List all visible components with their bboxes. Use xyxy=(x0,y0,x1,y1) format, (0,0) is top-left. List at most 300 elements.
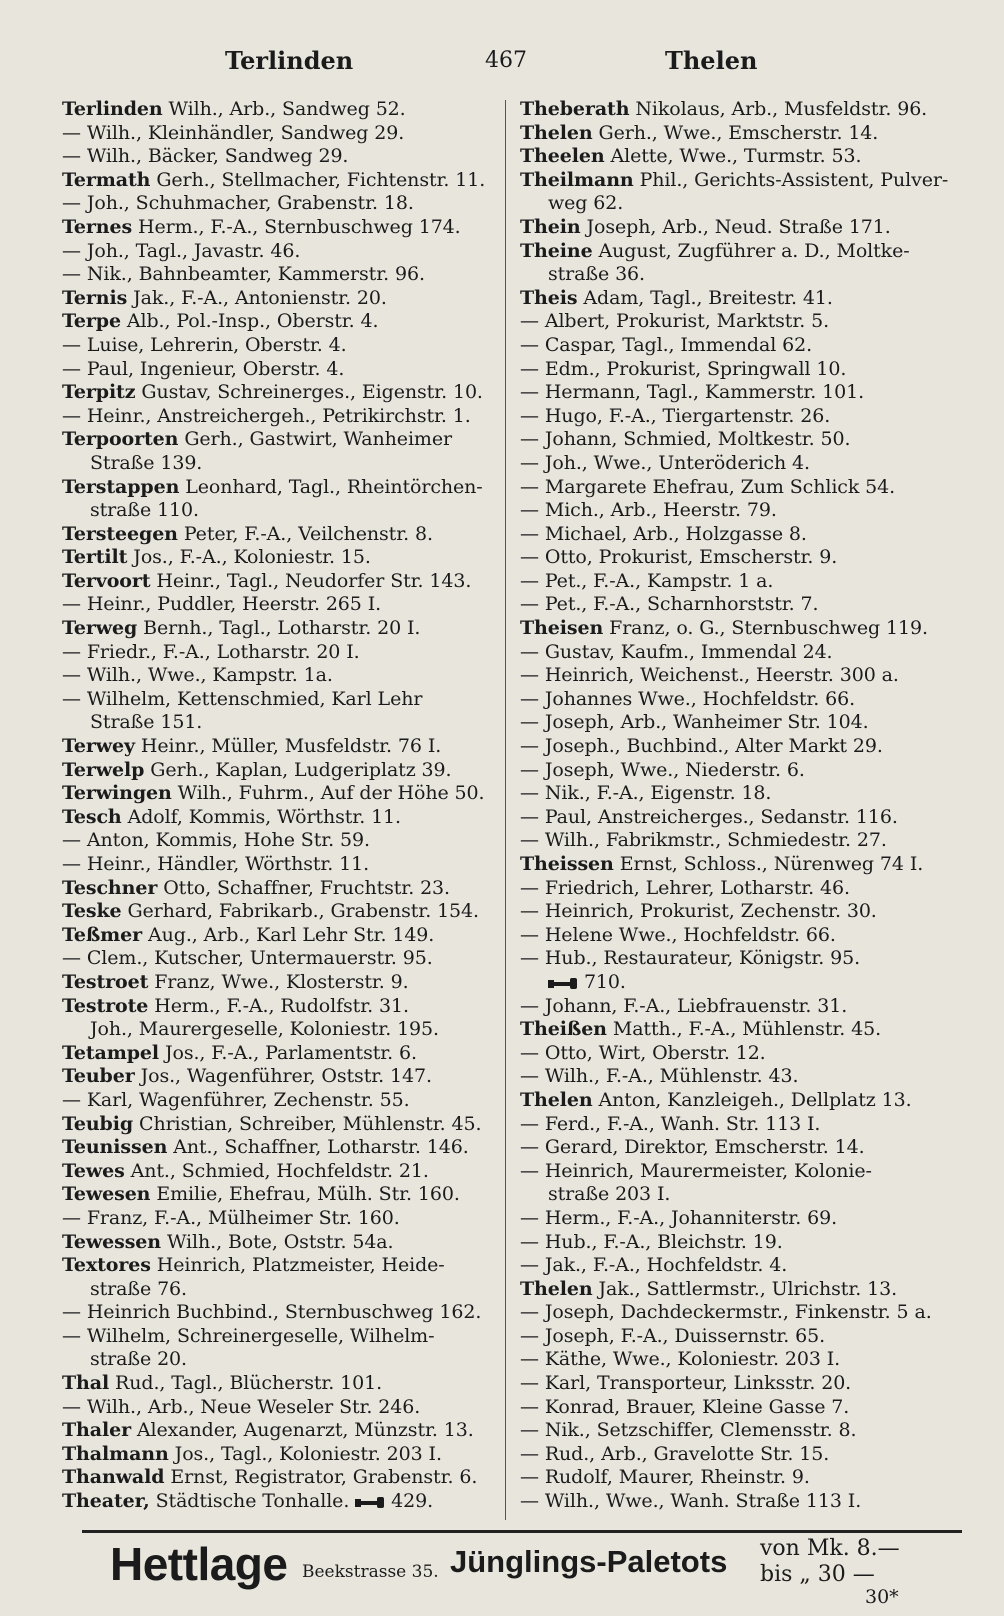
directory-entry xyxy=(520,216,952,240)
entry-details: — Johannes Wwe., Hochfeldstr. 66. xyxy=(520,687,856,710)
entry-details: — Wilh., F.-A., Mühlenstr. 43. xyxy=(520,1065,799,1088)
entry-details: — Gerard, Direktor, Emscherstr. 14. xyxy=(520,1136,865,1159)
entry-details: — Heinrich, Weichenst., Heerstr. 300 a. xyxy=(520,664,899,687)
directory-entry xyxy=(520,1018,952,1042)
directory-entry xyxy=(520,782,952,806)
directory-entry xyxy=(520,641,952,665)
entry-surname: Tewes xyxy=(62,1159,125,1182)
directory-entry xyxy=(520,405,952,429)
directory-entry xyxy=(520,287,952,311)
directory-entry xyxy=(62,711,494,735)
directory-entry xyxy=(520,806,952,830)
entry-details: — Wilh., Wwe., Kampstr. 1a. xyxy=(62,664,333,687)
ad-brand: Hettlage xyxy=(110,1538,288,1590)
entry-surname: Terweg xyxy=(62,617,138,640)
entry-details: — Nik., Bahnbeamter, Kammerstr. 96. xyxy=(62,263,425,286)
entry-surname: Thaler xyxy=(62,1419,131,1442)
directory-entry xyxy=(62,1278,494,1302)
entry-details: Alette, Wwe., Turmstr. 53. xyxy=(604,145,862,168)
directory-entry xyxy=(520,240,952,264)
ad-price-from: von Mk. 8.— xyxy=(760,1536,900,1561)
directory-entry xyxy=(62,829,494,853)
directory-entry xyxy=(520,759,952,783)
directory-entry xyxy=(520,1278,952,1302)
entry-surname: Teubig xyxy=(62,1112,134,1135)
directory-entry xyxy=(520,1419,952,1443)
entry-surname: Terpitz xyxy=(62,381,136,404)
entry-surname: Teuber xyxy=(62,1065,135,1088)
entry-details: Wilh., Arb., Sandweg 52. xyxy=(162,98,406,120)
directory-entry xyxy=(62,853,494,877)
entry-details: straße 110. xyxy=(90,499,199,522)
entry-surname: Thelen xyxy=(520,1277,593,1300)
entry-details: Städtische Tonhalle. xyxy=(149,1490,350,1513)
directory-entry xyxy=(520,924,952,948)
entry-details: — Hugo, F.-A., Tiergartenstr. 26. xyxy=(520,404,831,427)
entry-details: — Rud., Arb., Gravelotte Str. 15. xyxy=(520,1442,830,1465)
directory-entry xyxy=(520,381,952,405)
directory-entry xyxy=(62,1160,494,1184)
entry-surname: Teßmer xyxy=(62,923,143,946)
directory-entry xyxy=(62,1443,494,1467)
directory-entry xyxy=(62,735,494,759)
entry-surname: Termath xyxy=(62,168,151,191)
entry-details: Jak., Sattlermstr., Ulrichstr. 13. xyxy=(592,1277,898,1300)
directory-entry xyxy=(520,192,952,216)
entry-details: Jos., F.-A., Koloniestr. 15. xyxy=(127,546,371,569)
entry-details: Alexander, Augenarzt, Münzstr. 13. xyxy=(130,1419,474,1442)
entry-details: — Otto, Wirt, Oberstr. 12. xyxy=(520,1041,766,1064)
directory-entry xyxy=(520,971,952,995)
directory-entry xyxy=(520,1443,952,1467)
directory-entry xyxy=(62,617,494,641)
entry-details: — Pet., F.-A., Scharnhorststr. 7. xyxy=(520,593,819,616)
entry-details: — Jak., F.-A., Hochfeldstr. 4. xyxy=(520,1254,788,1277)
directory-entry xyxy=(520,122,952,146)
entry-details: Heinrich, Platzmeister, Heide- xyxy=(150,1254,445,1277)
entry-details: — Wilh., Wwe., Wanh. Straße 113 I. xyxy=(520,1490,862,1513)
directory-entry xyxy=(62,1348,494,1372)
entry-details: Wilh., Fuhrm., Auf der Höhe 50. xyxy=(171,782,485,805)
entry-details: straße 36. xyxy=(548,263,645,286)
directory-entry xyxy=(62,1136,494,1160)
entry-details: Joseph, Arb., Neud. Straße 171. xyxy=(580,215,891,238)
directory-entry xyxy=(520,452,952,476)
directory-entry xyxy=(520,617,952,641)
entry-details: Jos., Tagl., Koloniestr. 203 I. xyxy=(168,1442,442,1465)
directory-entry xyxy=(520,1301,952,1325)
directory-entry xyxy=(62,995,494,1019)
directory-entry xyxy=(520,829,952,853)
entry-details: Gerhard, Fabrikarb., Grabenstr. 154. xyxy=(121,900,479,923)
entry-details: Wilh., Bote, Oststr. 54a. xyxy=(161,1230,394,1253)
entry-surname: Thanwald xyxy=(62,1466,165,1489)
entry-surname: Tesch xyxy=(62,805,122,828)
directory-entry xyxy=(520,1160,952,1184)
advertisement xyxy=(110,1536,960,1606)
running-head-left: Terlinden xyxy=(225,46,354,75)
telephone-icon xyxy=(548,976,578,990)
entry-details: — Hermann, Tagl., Kammerstr. 101. xyxy=(520,381,865,404)
entry-surname: Terstappen xyxy=(62,475,180,498)
column-divider xyxy=(505,100,506,1520)
directory-entry xyxy=(62,1466,494,1490)
directory-entry xyxy=(520,499,952,523)
entry-details: — Joseph, Arb., Wanheimer Str. 104. xyxy=(520,711,869,734)
entry-details: — Mich., Arb., Heerstr. 79. xyxy=(520,499,777,522)
entry-details: Gerh., Kaplan, Ludgeriplatz 39. xyxy=(144,758,452,781)
entry-surname: Textores xyxy=(62,1254,151,1277)
directory-entry xyxy=(62,1089,494,1113)
directory-entry xyxy=(520,570,952,594)
entry-details: — Joseph, F.-A., Duissernstr. 65. xyxy=(520,1324,826,1347)
entry-details: — Wilh., Fabrikmstr., Schmiedestr. 27. xyxy=(520,829,887,852)
entry-details: — Paul, Ingenieur, Oberstr. 4. xyxy=(62,357,345,380)
directory-entry xyxy=(62,1372,494,1396)
directory-entry xyxy=(62,877,494,901)
entry-details: — Karl, Transporteur, Linksstr. 20. xyxy=(520,1372,852,1395)
directory-entry xyxy=(62,263,494,287)
directory-entry xyxy=(62,192,494,216)
entry-surname: Teunissen xyxy=(62,1136,168,1159)
entry-details: Christian, Schreiber, Mühlenstr. 45. xyxy=(133,1112,482,1135)
entry-details: August, Zugführer a. D., Moltke- xyxy=(592,239,910,262)
entry-phone-number: 710. xyxy=(578,970,626,993)
directory-entry xyxy=(62,1254,494,1278)
entry-details: Franz, Wwe., Klosterstr. 9. xyxy=(148,970,409,993)
directory-entry xyxy=(520,1207,952,1231)
entry-details: — Joh., Tagl., Javastr. 46. xyxy=(62,239,301,262)
entry-details: Nikolaus, Arb., Musfeldstr. 96. xyxy=(629,98,928,120)
directory-entry xyxy=(62,1325,494,1349)
entry-details: Aug., Arb., Karl Lehr Str. 149. xyxy=(142,923,435,946)
entry-details: Peter, F.-A., Veilchenstr. 8. xyxy=(177,522,433,545)
entry-details: — Helene Wwe., Hochfeldstr. 66. xyxy=(520,923,836,946)
ad-product: Jünglings-Paletots xyxy=(450,1544,728,1579)
page-number: 467 xyxy=(485,48,527,73)
entry-details: Phil., Gerichts-Assistent, Pulver- xyxy=(633,168,949,191)
directory-entry xyxy=(520,900,952,924)
directory-entry xyxy=(520,1183,952,1207)
directory-entry xyxy=(520,263,952,287)
entry-details: — Joh., Schuhmacher, Grabenstr. 18. xyxy=(62,192,414,215)
directory-entry xyxy=(520,947,952,971)
entry-details: — Johann, F.-A., Liebfrauenstr. 31. xyxy=(520,994,848,1017)
directory-entry xyxy=(62,947,494,971)
entry-details: Anton, Kanzleigeh., Dellplatz 13. xyxy=(592,1088,912,1111)
entry-details: — Wilh., Kleinhändler, Sandweg 29. xyxy=(62,121,405,144)
entry-surname: Theis xyxy=(520,286,578,309)
entry-details: — Rudolf, Maurer, Rheinstr. 9. xyxy=(520,1466,810,1489)
running-head-right: Thelen xyxy=(665,46,758,75)
directory-entry xyxy=(520,711,952,735)
entry-details: Emilie, Ehefrau, Mülh. Str. 160. xyxy=(150,1183,460,1206)
directory-entry xyxy=(62,641,494,665)
directory-entry xyxy=(62,664,494,688)
directory-entry xyxy=(62,499,494,523)
directory-entry xyxy=(520,334,952,358)
directory-entry xyxy=(62,759,494,783)
entry-details: Joh., Maurergeselle, Koloniestr. 195. xyxy=(90,1018,439,1041)
directory-entry xyxy=(62,593,494,617)
directory-entry xyxy=(520,1396,952,1420)
entry-details: — Johann, Schmied, Moltkestr. 50. xyxy=(520,428,851,451)
entry-surname: Tertilt xyxy=(62,546,128,569)
entry-details: Jos., F.-A., Parlamentstr. 6. xyxy=(159,1041,417,1064)
directory-entry xyxy=(520,1466,952,1490)
entry-surname: Testroet xyxy=(62,970,149,993)
directory-entry xyxy=(520,877,952,901)
entry-details: — Heinr., Anstreichergeh., Petrikirchstr. 1. xyxy=(62,404,471,427)
directory-entry xyxy=(62,240,494,264)
entry-details: Gerh., Stellmacher, Fichtenstr. 11. xyxy=(150,168,486,191)
directory-entry xyxy=(62,405,494,429)
directory-entry xyxy=(62,1231,494,1255)
directory-entry xyxy=(62,1183,494,1207)
directory-entry xyxy=(62,1419,494,1443)
entry-details: straße 203 I. xyxy=(548,1183,671,1206)
entry-details: Rud., Tagl., Blücherstr. 101. xyxy=(109,1372,383,1395)
entry-details: Ernst, Schloss., Nürenweg 74 I. xyxy=(613,853,924,875)
directory-entry xyxy=(62,145,494,169)
directory-entry xyxy=(520,1254,952,1278)
entry-details: Franz, o. G., Sternbuschweg 119. xyxy=(603,617,928,640)
directory-entry xyxy=(520,1042,952,1066)
directory-entry xyxy=(62,924,494,948)
telephone-icon xyxy=(355,1495,385,1509)
entry-details: — Franz, F.-A., Mülheimer Str. 160. xyxy=(62,1206,400,1229)
directory-entry xyxy=(62,98,494,122)
directory-entry xyxy=(62,782,494,806)
entry-details: Adam, Tagl., Breitestr. 41. xyxy=(577,286,833,309)
directory-entry xyxy=(62,1065,494,1089)
entry-details: — Heinrich Buchbind., Sternbuschweg 162. xyxy=(62,1301,482,1324)
entry-surname: Tewesen xyxy=(62,1183,151,1206)
entry-surname: Testrote xyxy=(62,994,149,1017)
directory-entry xyxy=(520,853,952,877)
entry-surname: Ternes xyxy=(62,215,133,238)
entry-details: straße 20. xyxy=(90,1348,187,1371)
directory-entry xyxy=(62,1396,494,1420)
entry-surname: Thelen xyxy=(520,1088,593,1111)
entry-details: Otto, Schaffner, Fruchtstr. 23. xyxy=(157,876,450,899)
directory-entry xyxy=(62,452,494,476)
entry-details: — Caspar, Tagl., Immendal 62. xyxy=(520,333,813,356)
entry-details: straße 76. xyxy=(90,1277,187,1300)
footer-rule xyxy=(82,1530,962,1533)
directory-entry xyxy=(520,546,952,570)
directory-entry xyxy=(62,287,494,311)
entry-details: — Heinr., Puddler, Heerstr. 265 I. xyxy=(62,593,382,616)
entry-details: — Edm., Prokurist, Springwall 10. xyxy=(520,357,847,380)
entry-details: — Margarete Ehefrau, Zum Schlick 54. xyxy=(520,475,896,498)
entry-surname: Thelen xyxy=(520,121,593,144)
entry-details: — Wilh., Arb., Neue Weseler Str. 246. xyxy=(62,1395,421,1418)
entry-details: — Nik., F.-A., Eigenstr. 18. xyxy=(520,782,772,805)
entry-surname: Terpoorten xyxy=(62,428,179,451)
entry-surname: Theberath xyxy=(520,98,630,120)
directory-entry xyxy=(520,98,952,122)
directory-entry xyxy=(520,145,952,169)
entry-surname: Terwey xyxy=(62,735,135,758)
entry-details: — Anton, Kommis, Hohe Str. 59. xyxy=(62,829,370,852)
entry-details: — Joh., Wwe., Unteröderich 4. xyxy=(520,451,810,474)
entry-details: — Gustav, Kaufm., Immendal 24. xyxy=(520,640,833,663)
entry-phone-number: 429. xyxy=(385,1490,434,1513)
entry-details: — Nik., Setzschiffer, Clemensstr. 8. xyxy=(520,1419,857,1442)
entry-details: Adolf, Kommis, Wörthstr. 11. xyxy=(121,805,401,828)
directory-entry xyxy=(62,546,494,570)
entry-details: — Hub., Restaurateur, Königstr. 95. xyxy=(520,947,861,970)
entry-surname: Thalmann xyxy=(62,1442,169,1465)
directory-entry xyxy=(520,358,952,382)
entry-surname: Theine xyxy=(520,239,593,262)
entry-details: Bernh., Tagl., Lotharstr. 20 I. xyxy=(137,617,421,640)
entry-details: — Michael, Arb., Holzgasse 8. xyxy=(520,522,807,545)
directory-entry xyxy=(520,1348,952,1372)
entry-details: Herm., F.-A., Rudolfstr. 31. xyxy=(148,994,409,1017)
directory-entry xyxy=(520,476,952,500)
entry-details: — Herm., F.-A., Johanniterstr. 69. xyxy=(520,1206,838,1229)
directory-entry xyxy=(62,358,494,382)
entry-details: Gerh., Wwe., Emscherstr. 14. xyxy=(592,121,879,144)
directory-entry xyxy=(62,1113,494,1137)
entry-details: — Wilh., Bäcker, Sandweg 29. xyxy=(62,145,349,168)
entry-surname: Theisen xyxy=(520,617,604,640)
entry-details: Heinr., Tagl., Neudorfer Str. 143. xyxy=(150,569,472,592)
entry-details: Gustav, Schreinerges., Eigenstr. 10. xyxy=(135,381,483,404)
directory-entry xyxy=(62,1018,494,1042)
directory-entry xyxy=(520,310,952,334)
entry-surname: Terwingen xyxy=(62,782,172,805)
entry-surname: Teske xyxy=(62,900,122,923)
entry-surname: Theissen xyxy=(520,853,614,875)
directory-entry xyxy=(62,169,494,193)
page-header xyxy=(60,46,960,80)
ad-price-to: bis „ 30 — xyxy=(760,1562,875,1587)
ad-address: Beekstrasse 35. xyxy=(302,1562,439,1582)
directory-entry xyxy=(62,1301,494,1325)
entry-details: Herm., F.-A., Sternbuschweg 174. xyxy=(132,215,461,238)
entry-details: — Pet., F.-A., Kampstr. 1 a. xyxy=(520,569,774,592)
directory-column-left xyxy=(62,98,494,1514)
entry-details: Ant., Schmied, Hochfeldstr. 21. xyxy=(124,1159,429,1182)
entry-details: — Konrad, Brauer, Kleine Gasse 7. xyxy=(520,1395,850,1418)
entry-surname: Ternis xyxy=(62,286,128,309)
directory-entry xyxy=(520,1136,952,1160)
entry-details: — Paul, Anstreicherges., Sedanstr. 116. xyxy=(520,805,898,828)
directory-entry xyxy=(520,523,952,547)
directory-entry xyxy=(62,428,494,452)
entry-details: Ernst, Registrator, Grabenstr. 6. xyxy=(164,1466,478,1489)
entry-surname: Terlinden xyxy=(62,98,163,120)
entry-surname: Thein xyxy=(520,215,581,238)
entry-details: Alb., Pol.-Insp., Oberstr. 4. xyxy=(120,310,379,333)
entry-details: Gerh., Gastwirt, Wanheimer xyxy=(178,428,452,451)
entry-details: — Ferd., F.-A., Wanh. Str. 113 I. xyxy=(520,1112,821,1135)
entry-details: — Heinrich, Prokurist, Zechenstr. 30. xyxy=(520,900,877,923)
entry-details: — Joseph, Dachdeckermstr., Finkenstr. 5 a. xyxy=(520,1301,932,1324)
directory-entry xyxy=(520,995,952,1019)
entry-details: Straße 139. xyxy=(90,451,203,474)
entry-surname: Theilmann xyxy=(520,168,634,191)
entry-surname: Theater, xyxy=(62,1490,150,1513)
directory-entry xyxy=(520,664,952,688)
entry-details: Ant., Schaffner, Lotharstr. 146. xyxy=(167,1136,469,1159)
directory-entry xyxy=(520,1113,952,1137)
entry-surname: Theißen xyxy=(520,1018,607,1041)
entry-details: — Heinrich, Maurermeister, Kolonie- xyxy=(520,1159,872,1182)
entry-details: Jak., F.-A., Antonienstr. 20. xyxy=(127,286,387,309)
directory-entry xyxy=(62,1207,494,1231)
entry-surname: Thal xyxy=(62,1372,110,1395)
directory-entry xyxy=(62,334,494,358)
directory-entry xyxy=(62,476,494,500)
entry-details: Leonhard, Tagl., Rheintörchen- xyxy=(179,475,483,498)
directory-entry xyxy=(520,428,952,452)
directory-entry xyxy=(62,523,494,547)
entry-surname: Teschner xyxy=(62,876,158,899)
directory-entry xyxy=(520,1372,952,1396)
directory-entry xyxy=(520,1325,952,1349)
entry-details: Straße 151. xyxy=(90,711,203,734)
directory-entry xyxy=(62,688,494,712)
entry-details: — Friedrich, Lehrer, Lotharstr. 46. xyxy=(520,876,850,899)
directory-entry xyxy=(62,122,494,146)
directory-entry xyxy=(62,900,494,924)
entry-surname: Tersteegen xyxy=(62,522,178,545)
entry-surname: Tetampel xyxy=(62,1041,160,1064)
entry-details: — Joseph, Wwe., Niederstr. 6. xyxy=(520,758,805,781)
directory-entry xyxy=(520,1065,952,1089)
entry-details: — Friedr., F.-A., Lotharstr. 20 I. xyxy=(62,640,360,663)
entry-surname: Tervoort xyxy=(62,569,151,592)
directory-entry xyxy=(520,1231,952,1255)
directory-entry xyxy=(62,1042,494,1066)
directory-entry xyxy=(520,688,952,712)
directory-column-right xyxy=(520,98,952,1514)
entry-details: — Joseph., Buchbind., Alter Markt 29. xyxy=(520,735,883,758)
directory-entry xyxy=(62,971,494,995)
entry-details: — Karl, Wagenführer, Zechenstr. 55. xyxy=(62,1088,410,1111)
directory-entry xyxy=(520,593,952,617)
directory-entry xyxy=(62,570,494,594)
ad-price-note: 30* xyxy=(865,1586,899,1608)
entry-details: — Wilhelm, Kettenschmied, Karl Lehr xyxy=(62,687,423,710)
directory-entry xyxy=(62,1490,494,1514)
directory-entry xyxy=(62,806,494,830)
entry-details: Jos., Wagenführer, Oststr. 147. xyxy=(134,1065,432,1088)
entry-details: — Wilhelm, Schreinergeselle, Wilhelm- xyxy=(62,1324,435,1347)
entry-details: — Luise, Lehrerin, Oberstr. 4. xyxy=(62,333,347,356)
entry-details: — Clem., Kutscher, Untermauerstr. 95. xyxy=(62,947,433,970)
entry-surname: Tewessen xyxy=(62,1230,161,1253)
entry-details: — Hub., F.-A., Bleichstr. 19. xyxy=(520,1230,783,1253)
entry-details: Matth., F.-A., Mühlenstr. 45. xyxy=(606,1018,882,1041)
directory-entry xyxy=(62,381,494,405)
directory-entry xyxy=(62,310,494,334)
directory-entry xyxy=(520,169,952,193)
directory-entry xyxy=(520,735,952,759)
entry-details: weg 62. xyxy=(548,192,624,215)
entry-surname: Terpe xyxy=(62,310,121,333)
entry-details: Heinr., Müller, Musfeldstr. 76 I. xyxy=(134,735,442,758)
entry-surname: Theelen xyxy=(520,145,605,168)
entry-surname: Terwelp xyxy=(62,758,145,781)
directory-entry xyxy=(62,216,494,240)
entry-details: — Heinr., Händler, Wörthstr. 11. xyxy=(62,853,370,875)
directory-entry xyxy=(520,1490,952,1514)
